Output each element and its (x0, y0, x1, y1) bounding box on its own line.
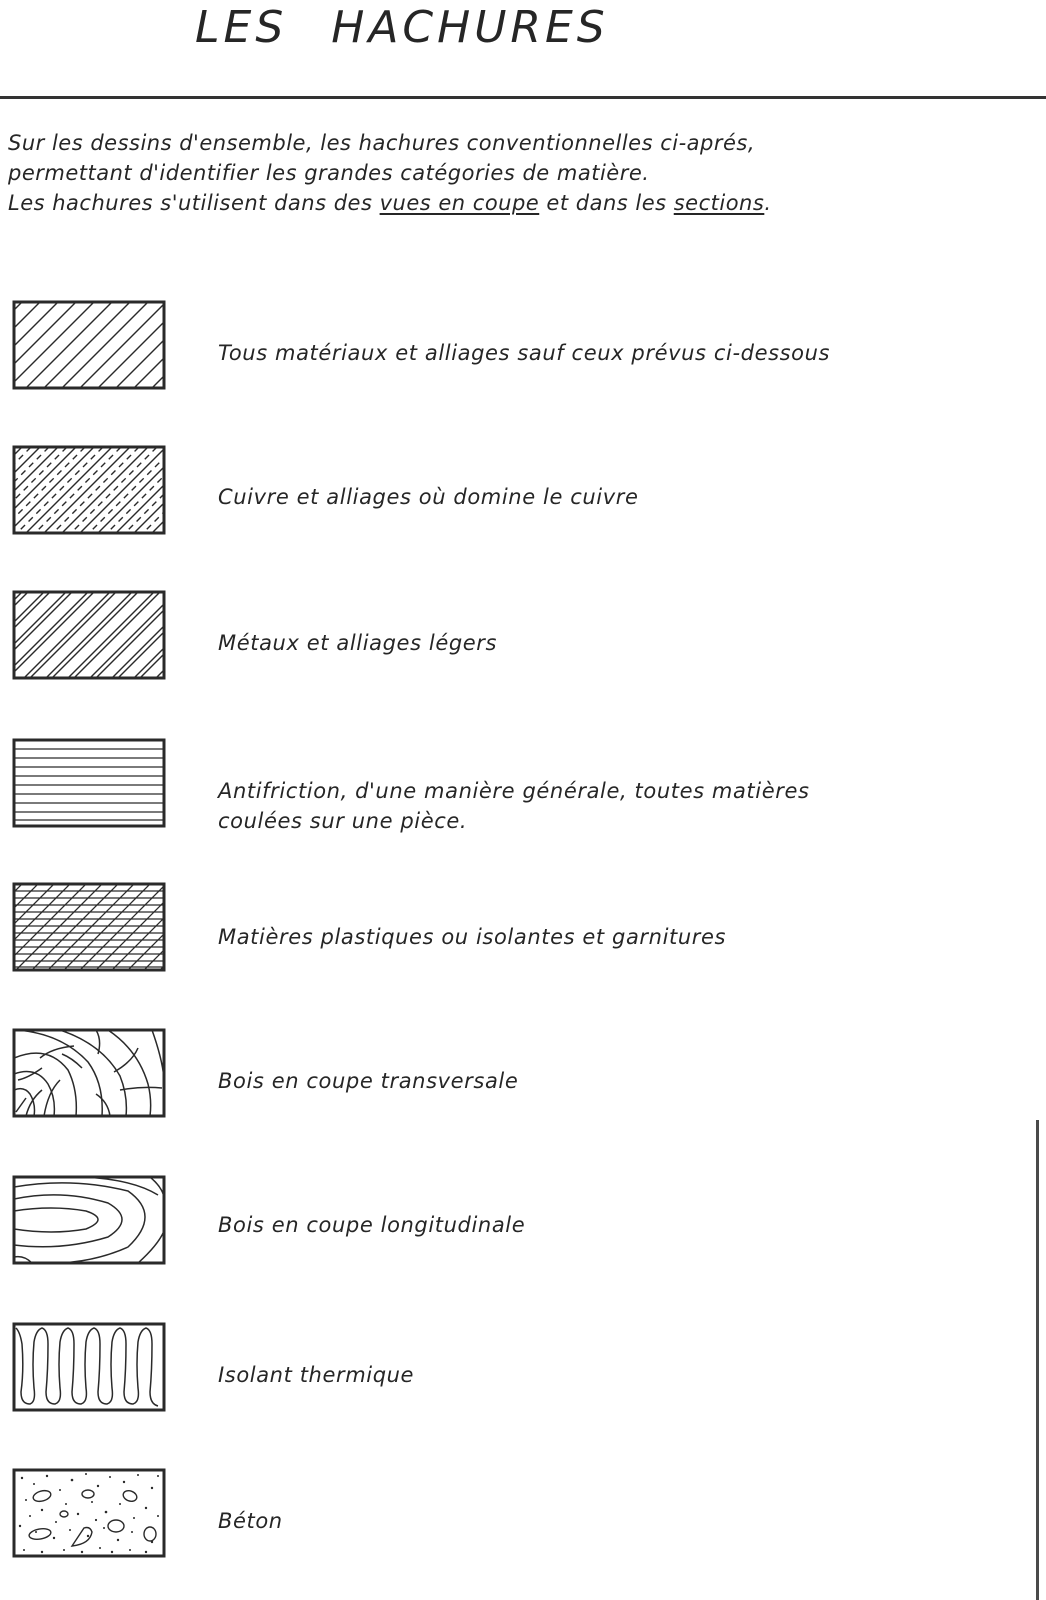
intro-line-3 (8, 188, 1044, 218)
hatch-swatch-antifriction (12, 738, 166, 828)
intro-term-vues-en-coupe: vues en coupe (379, 191, 540, 215)
intro-term-sections: sections (673, 191, 765, 215)
hatch-swatch-copper (12, 445, 166, 535)
material-label-concrete: Béton (218, 1509, 283, 1533)
material-label-antifriction-line-2: coulées sur une pièce. (218, 809, 468, 833)
intro-line-3-prefix: Les hachures s'utilisent dans des (8, 191, 380, 215)
hatch-swatch-wood-transverse (12, 1028, 166, 1118)
material-label-antifriction-line-1: Antifriction, d'une manière générale, toutes matières (218, 779, 810, 803)
hatch-swatch-wood-longitudinal (12, 1175, 166, 1265)
title-divider (0, 96, 1046, 99)
material-label-wood-longitudinal: Bois en coupe longitudinale (218, 1213, 526, 1237)
intro-line-3-middle: et dans les (539, 191, 674, 215)
intro-line-2: permettant d'identifier les grandes catégories de matière. (8, 161, 650, 185)
material-label-general: Tous matériaux et alliages sauf ceux prévus ci-dessous (218, 341, 831, 365)
material-label-thermal-insulation: Isolant thermique (218, 1363, 415, 1387)
page-edge-line (1036, 1120, 1039, 1600)
material-label-copper: Cuivre et alliages où domine le cuivre (218, 485, 639, 509)
material-label-plastics: Matières plastiques ou isolantes et garnitures (218, 925, 727, 949)
intro-line-3-suffix: . (764, 191, 772, 215)
hatch-swatch-concrete (12, 1468, 166, 1558)
material-label-antifriction (218, 776, 810, 836)
hatch-swatch-plastics (12, 882, 166, 972)
material-label-light-metals: Métaux et alliages légers (218, 631, 498, 655)
page-title: LES HACHURES (195, 2, 609, 53)
material-label-wood-transverse: Bois en coupe transversale (218, 1069, 519, 1093)
intro-line-1: Sur les dessins d'ensemble, les hachures conventionnelles ci-aprés, (8, 131, 756, 155)
hatch-swatch-thermal-insulation (12, 1322, 166, 1412)
hatch-swatch-general (12, 300, 166, 390)
intro-paragraph (8, 128, 1044, 218)
hatch-swatch-light-metals (12, 590, 166, 680)
